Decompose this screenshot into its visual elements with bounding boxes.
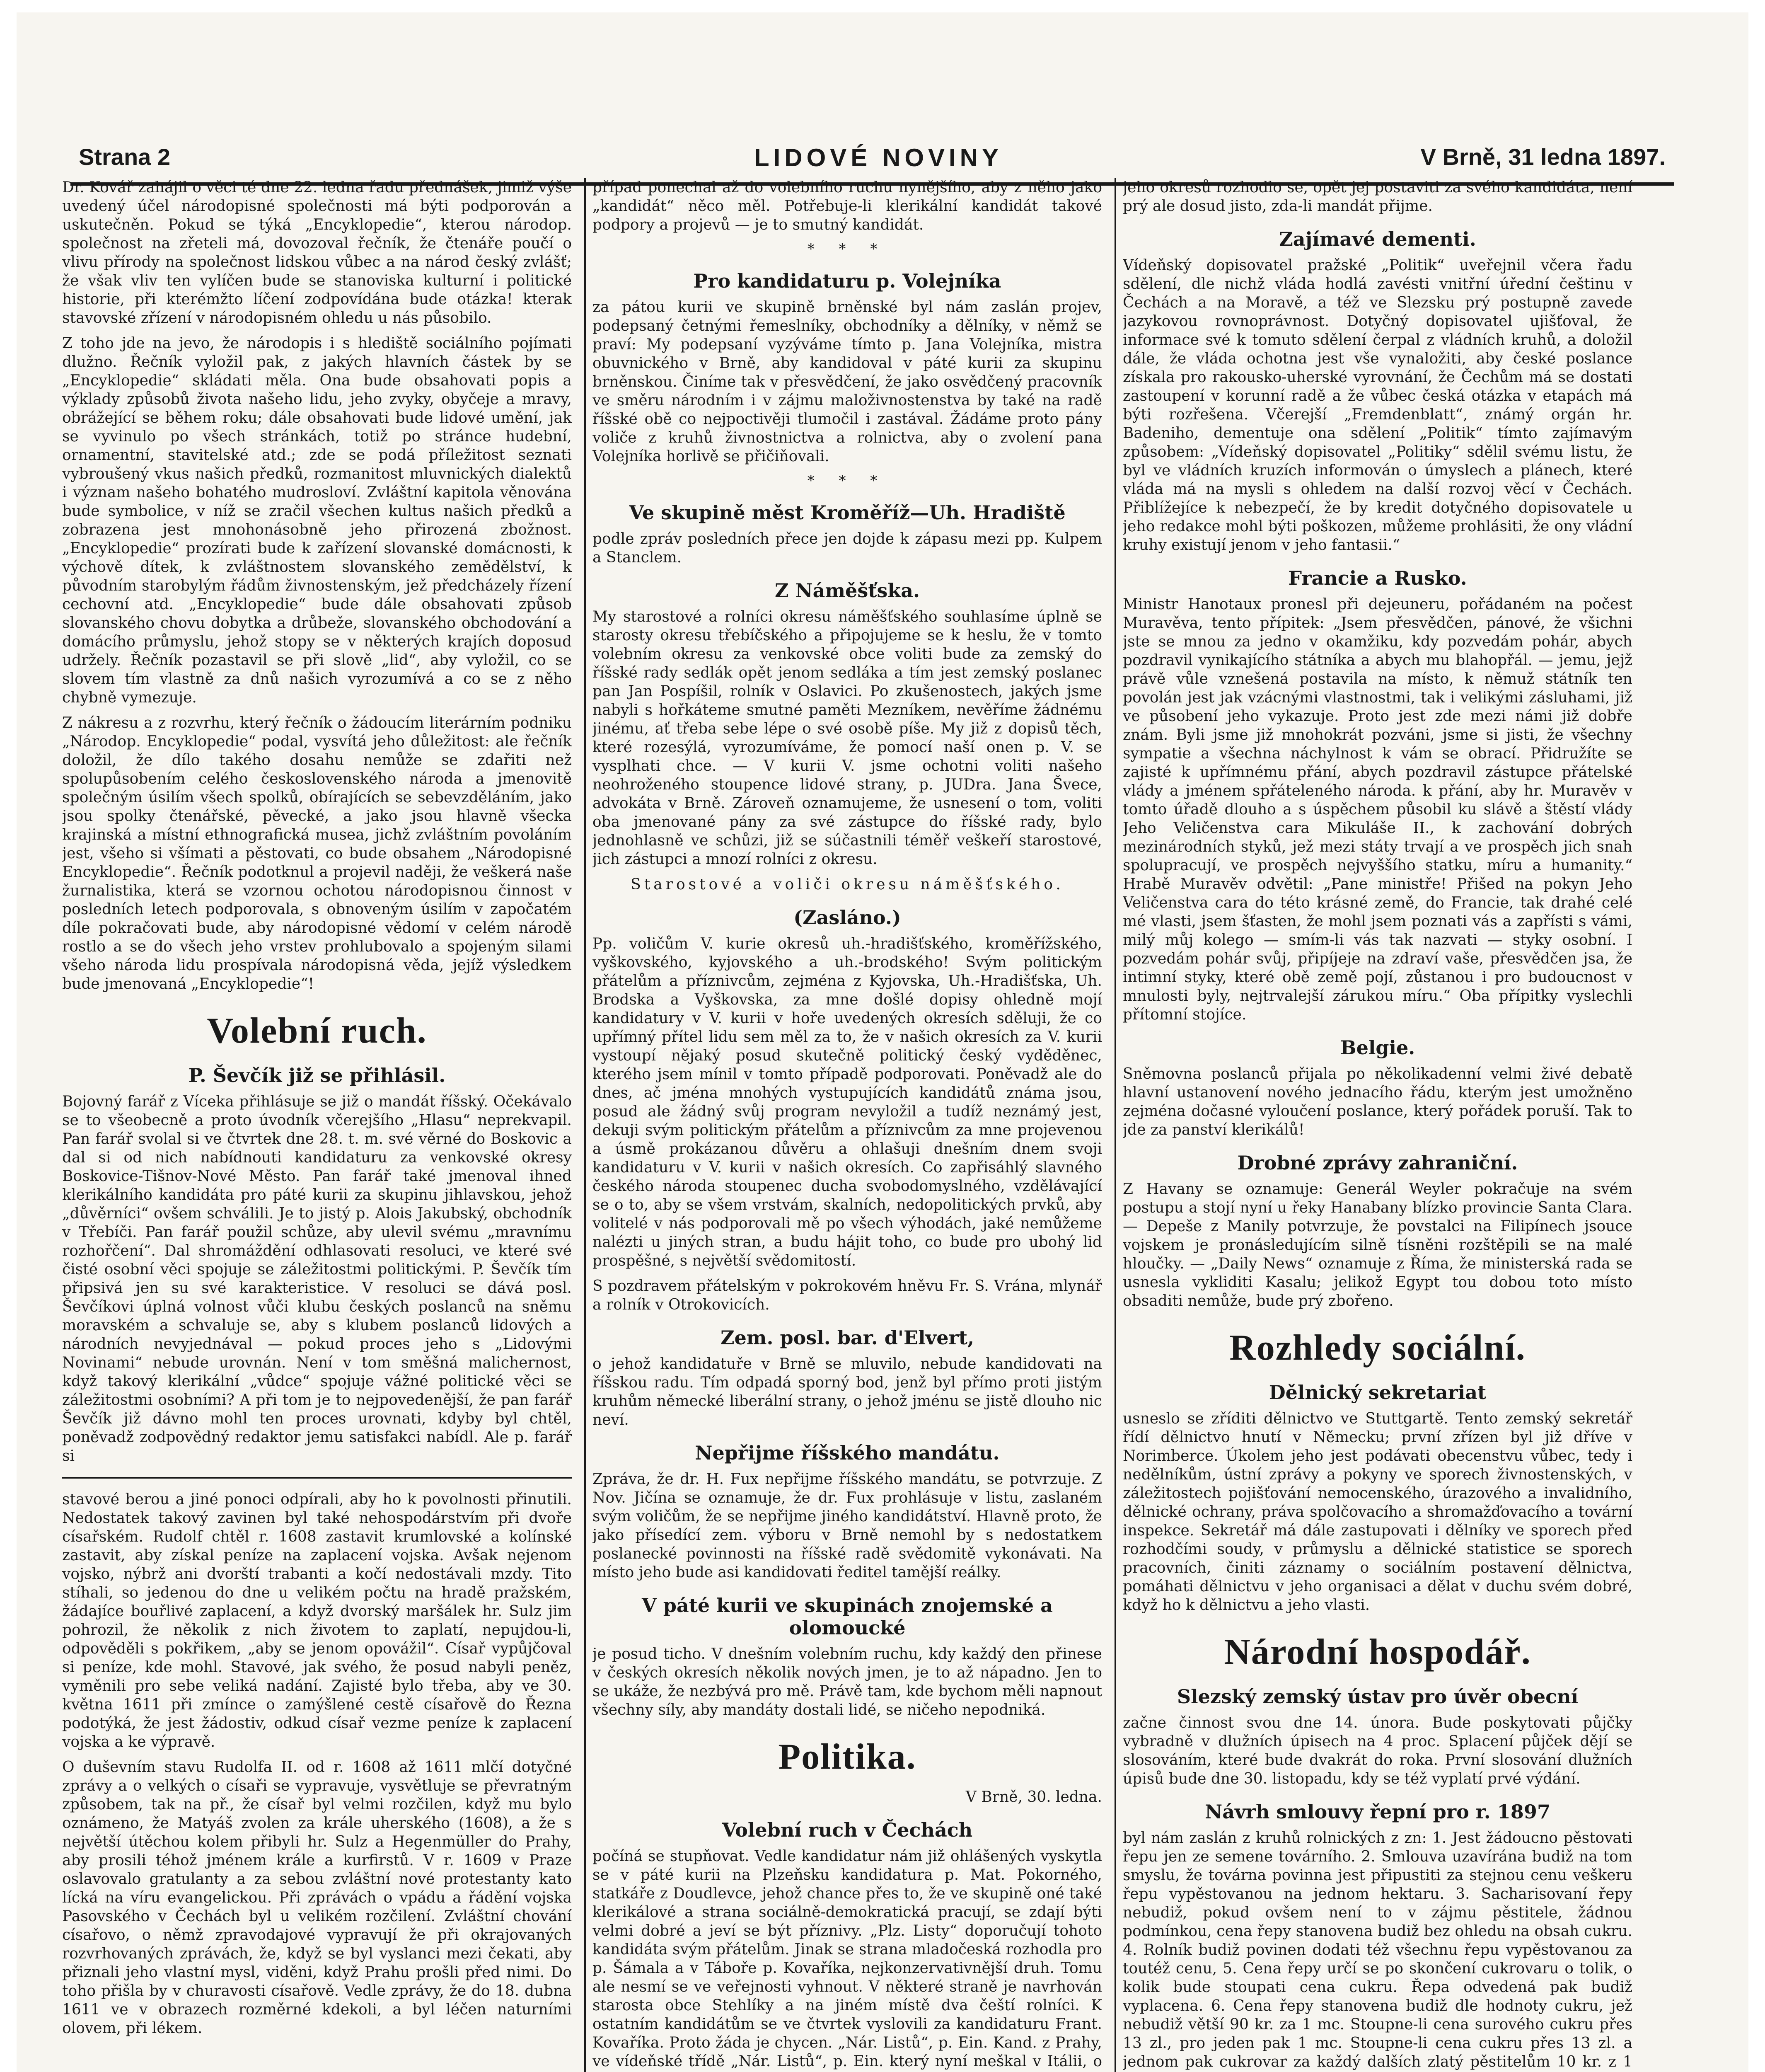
dateline: V Brně, 30. ledna. <box>965 1789 1102 1806</box>
article-paragraph: Dr. Kovář zahájil o věci té dne 22. ledna řadu přednášek, jimiž výše uvedený účel národopisné společnosti má býti podporován a uskutečněn. Pokud se týká „Encyklopedie“, kterou národop. společnost na zřeteli má, dovozoval řečník, že čtenáře poučí o vlivu přírody na společnost lidskou vůbec a na národ český zvlášť; že však vliv ten vylíčen bude se stanoviska kulturní i politické historie, při kterémžto líčení zodpovídána bude otázka! kterak stavovské zřízení v národopisném ohledu u nás působilo. <box>62 179 572 327</box>
article-heading: Ve skupině měst Kroměříž—Uh. Hradiště <box>629 501 1066 524</box>
article-heading: Návrh smlouvy řepní pro r. 1897 <box>1205 1801 1550 1823</box>
column-2 <box>592 178 1102 2072</box>
article-paragraph: Sněmovna poslanců přijala po několikadenní velmi živé debatě hlavní ustanovení nového jednacího řádu, kterým jest umožněno zejména dočasné vyloučení poslance, který pořádek poruší. Tak to jde za panství klerikálů! <box>1123 1065 1632 1138</box>
article-heading: Z Náměšťska. <box>774 579 920 602</box>
article-paragraph: počíná se stupňovat. Vedle kandidatur nám již ohlášených vyskytla se v páté kurii na Plzeňsku kandidatura p. Mat. Pokorného, statkáře z Doudlevce, jehož chance přes to, že ve skupině oné také klerikálové a strana sociálně-demokratická pracují, se zdají býti velmi dobré a jeví se být příznivy. „Plz. Listy“ doporučují tohoto kandidáta svým přátelům. Jinak se strana mladočeská rozhodla pro p. Šámala a v Táboře p. Kovaříka, nejkonzervativnější druh. Tomu ale nesmí se ve veřejnosti vyhnout. V některé straně je navrhován starosta obce Stehlíky a na jiném místě dva čeští rolníci. K ostatním kandidátům se ve čtvrtek vyslovili za kandidaturu Frant. Kovaříka. Proto žáda je chycen. „Nár. Listů“, p. Ein. Kand. z Prahy, ve vídeňské třídě „Nár. Listů“, p. Ein. který nyní meškal v Itálii, o <box>592 1848 1102 2070</box>
article-paragraph: za pátou kurii ve skupině brněnské byl nám zaslán projev, podepsaný četnými řemeslníky, obchodníky a dělníky, v němž se praví: My podepsaní vyzýváme tímto p. Jana Volejníka, mistra obuvnického v Brně, aby kandidoval v páté kurii za skupinu brněnskou. Činíme tak v přesvědčení, že jako osvědčený pracovník ve směru národním i v zájmu maloživnostenstva by také na radě říšské obě co nejpoctivěji tlumočil i zastával. Žádáme proto pány voliče z kruhů živnostnictva a rolnictva, aby o zvolení pana Volejníka horlivě se přičiňovali. <box>592 299 1102 465</box>
article-heading: Nepřijme říšského mandátu. <box>695 1442 1000 1464</box>
column-rule <box>584 178 586 2072</box>
article-paragraph: Ministr Hanotaux pronesl při dejeuneru, pořádaném na počest Muravěva, tento přípitek: „Jsem přesvědčen, pánové, že všichni jste se mnou za jedno v okamžiku, kdy pozvedám pohár, abych pozdravil vynikajícího státníka a abych mu blahopřál. — jemu, jejž právě vůle vznešená postavila na místo, k němuž státník ten povolán jest jak vzácnými vlastnostmi, tak i velikými zásluhami, již ve působení jeho vykazuje. Proto jest zde mezi námi již dobře znám. Byli jsme již mnohokrát pozváni, jsme si jisti, že všechny sympatie a všechna náchylnost k vám se obrací. Přidružíte se zajisté k upřímnému přání, abych pozdravil zástupce přátelské vlády a jménem spřáteleného národa. k přání, aby hr. Muravěv v tomto úřadě dlouho a s úspěchem působil ku slávě a štěstí vlády Jeho Veličenstva cara Mikuláše II., k zachování dobrých mezinárodních styků, jež mezi státy trvají a ve prospěch jich snah spolupracují, ve prospěch nejvyššího statku, míru a humanity.“ Hrabě Muravěv odvětil: „Pane ministře! Přišed na pokyn Jeho Veličenstva cara do této krásné země, do Francie, tak drahé celé mé vlasti, jsem šťasten, že mohl jsem poznati vás a zapřísti s vámi, milý můj kolego — smím-li vás tak nazvati — styky osobní. I pozvedám pohár svůj, připíjeje na zdraví vaše, přesvědčen jsa, že intimní styky, které obě země pojí, zůstanou i pro budoucnost v mnulosti byly, nejtrvalejší zárukou míru.“ Oba přípitky vyslechli přítomní stojíce. <box>1123 596 1632 1023</box>
article-heading: Zem. posl. bar. d'Elvert, <box>720 1326 974 1349</box>
article-heading: Zajímavé dementi. <box>1279 228 1476 250</box>
article-paragraph: O duševním stavu Rudolfa II. od r. 1608 až 1611 mlčí dotyčné zprávy a o velkých o císaři se vypravuje, vysvětluje se převratným způsobem, tak na př., že císař byl velmi rozčilen, když mu bylo oznámeno, že Matyáš zvolen za krále uherského (1608), a že s největší útěchou kolem přibyli hr. Sulz a Hegenmüller do Prahy, aby prosili téhož jménem krále a kurfirstů. V r. 1609 v Praze oslavovalo gratulanty a za sebou zvláštní nové protestanty kato lícká na víru evangelickou. Při zprávách o vpádu a řádění vojska Pasovského v Čechách byl u velikém rozčilení. Zvláštní chování císařovo, o němž zpravodajové vypravují že při okrajovaných rozvrhovaných zprávách, že, když se byl vyslanci mezi čekati, aby přiznali jeho vlastní mysl, viděni, když Prahu prošli před nimi. Do toho přišla by v churavosti císařově. Vedle zprávy, že do 18. dubna 1611 ve v obrazech rozměrné kdekoli, a byl léčen naturními olovem, při lékem. <box>62 1759 572 2037</box>
page-number: Strana 2 <box>79 144 170 170</box>
article-heading: V páté kurii ve skupinách znojemské a olomoucké <box>642 1594 1053 1639</box>
article-paragraph: Bojovný farář z Víceka přihlásuje se již o mandát říšský. Očekávalo se to všeobecně a proto úvodník včerejšího „Hlasu“ neprekvapil. Pan farář svolal si ve čtvrtek dne 28. t. m. své věrné do Boskovic a dal si od nich nabídnouti kandidaturu za venkovské okresy Boskovice-Tišnov-Nové Město. Pan farář také jmenoval ihned klerikálního kandidáta pro páté kurii za skupinu jihlavskou, jehož „důvěrníci“ ovšem schválili. Je to jistý p. Alois Jakubský, obchodník v Třebíči. Pan farář použil schůze, aby ulevil svému „mravnímu rozhořčení“. Dal shromáždění odhlasovati resoluci, ve které své čisté osobní věci spojuje se záležitostmi politickými. P. Ševčík tím připsivá jen su své karakteristice. V resoluci se dává posl. Ševčíkovi úplná volnost vůči klubu českých poslanců na sněmu moravském a schvaluje se, aby s klubem poslanců lidových a národních nevyjednával — pokud proces jeho s „Lidovými Novinami“ nebude urovnán. Není v tom směšná malichernost, když takový klerikální „vůdce“ spojuje vážné politické věci se záležitostmi osobními? A při tom je to nejpovedenější, že pan farář Ševčík již dávno mohl ten proces urovnati, kdyby byl chtěl, poněvadž zodpovědný redaktor jemu satisfakci nabídl. Ale p. farář si <box>62 1093 572 1464</box>
article-heading: (Zasláno.) <box>793 906 901 929</box>
masthead: LIDOVÉ NOVINY <box>754 144 1003 172</box>
article-paragraph: byl nám zaslán z kruhů rolnických z zn: 1. Jest žádoucno pěstovati řepu jen ze semene továrního. 2. Smlouva uzavírána budiž na tom smyslu, že továrna povinna jest připustiti za stejnou cenu veškeru řepu vypěstovanou na jednom hektaru. 3. Sacharisovaní řepy nebudiž, pokud ovšem není to v zájmu pěstitele, žádnou podmínkou, cena řepy stanovena budiž bez ohledu na obsah cukru. 4. Rolník budiž povinen dodati též všechnu řepu vypěstovanou za toutéž cenu, 5. Cena řepy určí se po skončení cukrovaru o tolik, o kolik bude stoupati cena cukru. Řepa odvedená pak budiž vyplacena. 6. Cena řepy stanovena budiž dle hodnoty cukru, jež nebudiž větší 90 kr. za 1 mc. Stoupne-li cena surového cukru přes 13 zl., pro jeden pak 1 mc. Stoupne-li cena cukru přes 13 zl. a jednom pak cukrovar za každý dalších zlatý pěstitelům 10 kr. z 1 <box>1123 1830 1632 2070</box>
article-paragraph: jeho okresů rozhodlo se, opět jej postaviti za svého kandidáta, není prý ale dosud jisto, zda-li mandát přijme. <box>1123 179 1632 215</box>
section-title: Volební ruch. <box>207 1011 427 1051</box>
article-paragraph: případ ponechal až do volebního ruchu nynějšího, aby z něho jako „kandidát“ něco měl. Potřebuje-li klerikální kandidát takové podpory a projevů — je to smutný kandidát. <box>592 179 1102 233</box>
article-heading: Drobné zprávy zahraniční. <box>1237 1152 1518 1174</box>
column-rule <box>1115 178 1116 2072</box>
article-heading: Pro kandidaturu p. Volejníka <box>693 270 1001 292</box>
separator-stars: * * * <box>807 472 887 489</box>
divider <box>62 1477 572 1479</box>
article-paragraph: Z nákresu a z rozvrhu, který řečník o žádoucím literárním podniku „Národop. Encyklopedie“ podal, vysvítá jeho důležitost: ale řečník doložil, že dílo takého dosahu nemůže se zdařiti než spolupůsobením celého československého národa a jmenovitě společným úsilím všech spolků, obírajících se sebevzděláním, jako jsou spolky čtenářské, pěvecké, a jako jsou hlavně všecka krajinská a místní ethnografická musea, jichž zvláštním povoláním jest, všeho si všímati a pěstovati, co bude obsahem „Národopisné Encyklopedie“. Řečník podotknul a projevil naději, že veškerá naše žurnalistika, která se vzornou ochotou národopisnou činnost v posledních letech podporovala, s obnoveným úsilím v započatém díle pokračovati bude, aby národopisné vědomí v celém národě rostlo a se do všech jeho vrstev prohlubovalo a spojeným silami všeho národa lidu prospívala národopisná věda, jejíž výsledkem bude jmenovaná „Encyklopedie“! <box>62 714 572 992</box>
article-paragraph: začne činnost svou dne 14. února. Bude poskytovati půjčky vybradně v dlužních úpisech na 4 proc. Splacení půjček dějí se slosováním, které bude dvakrát do roka. První slosování dlužních úpisů bude dne 30. listopadu, kdy se též vyplatí prvé výdání. <box>1123 1714 1632 1787</box>
article-heading: P. Ševčík již se přihlásil. <box>188 1064 446 1087</box>
signature: S pozdravem přátelským v pokrokovém hněvu Fr. S. Vrána, mlynář a rolník v Otrokovicích. <box>592 1278 1102 1313</box>
article-paragraph: je posud ticho. V dnešním volebním ruchu, kdy každý den přinese v českých okresích několik nových jmen, je to až nápadno. Jen to se ukáže, že nezbývá pro mě. Právě tam, kde bychom měli napnout všechny síly, aby mandáty dostali lidé, se ničeho nepodniká. <box>592 1646 1102 1719</box>
article-heading: Francie a Rusko. <box>1288 567 1467 589</box>
column-3 <box>1123 178 1632 2072</box>
article-paragraph: usneslo se zříditi dělnictvo ve Stuttgartě. Tento zemský sekretář řídí dělnictvo hnutí v Německu; první zřízen byl již dříve v Norimberce. Úkolem jeho jest podávati obecenstvu vůbec, tedy i nedělníkům, ústní zprávy a pokyny ve sporech živnostenských, v záležitostech pojišťování nemocenského, úrazového a invalidního, dělnické ochrany, práva spolčovacího a shromažďovacího a tovární inspekce. Sekretář má dále zastupovati i dělníky ve sporech před rozhodčími soudy, v průmyslu a dělnické statistice se sporech pracovních, činiti záznamy o sociálním postavení dělnictva, pomáhati dělnictvu v jeho organisaci a dělat v duchu svém dobré, když ho k dělnictvu a jeho vlasti. <box>1123 1410 1632 1614</box>
separator-stars: * * * <box>807 241 887 257</box>
section-title: Národní hospodář. <box>1224 1632 1531 1672</box>
section-title: Rozhledy sociální. <box>1229 1328 1526 1368</box>
article-heading: Volební ruch v Čechách <box>722 1819 973 1841</box>
article-paragraph: stavové berou a jiné ponoci odpírali, aby ho k povolnosti přinutili. Nedostatek takový zavinen byl také nehospodárstvím při dvoře císařském. Rudolf chtěl r. 1608 zastavit krumlovské a kolínské zastavit, aby získal peníze na zaplacení vojska. Avšak nejenom vojsko, nýbrž ani dvorští trabanti a kočí nedostávali mzdy. Tito stíhali, so jedenou do dne u velikém počtu na hradě pražském, žádajíce bouřlivé zaplacení, a když dvorský maršálek hr. Sulz jim pohrozil, že několik z nich životem to zaplatí, nepujdou-li, odpověděli s pokřikem, „aby se jenom opovážil“. Císař vypůjčoval si peníze, kde mohl. Stavové, jak svého, že posud nabyli peněz, vyměnili pro sebe veliká nadání. Zajisté bylo třeba, aby ve 30. května 1611 při zmínce o zamýšlené cestě císařově do Řezna podotýká, že jest žádostiv, odkud císař vezme peníze k zaplacení vojska a ke výpravě. <box>62 1491 572 1750</box>
issue-date: V Brně, 31 ledna 1897. <box>1420 144 1666 170</box>
article-paragraph: o jehož kandidatuře v Brně se mluvilo, nebude kandidovati na říšskou radu. Tím odpadá sporný bod, jenž byl přímo proti jistým kruhům německé liberální strany, o jehož jménu se jistě dlouho nic neví. <box>592 1356 1102 1428</box>
article-heading: Belgie. <box>1340 1036 1415 1059</box>
article-paragraph: podle zpráv posledních přece jen dojde k zápasu mezi pp. Kulpem a Stanclem. <box>592 530 1102 566</box>
article-heading: Dělnický sekretariat <box>1269 1381 1487 1404</box>
article-paragraph: Pp. voličům V. kurie okresů uh.-hradišťského, kroměřížského, vyškovského, kyjovského a uh.-brodského! Svým politickým přátelům a příznivcům, zejména z Kyjovska, Uh.-Hradišťska, Uh. Brodska a Vyškovska, za mne došlé dopisy ohledně mojí kandidatury v V. kurii v hoře uvedených okresích sděluji, že co upřímný přítel lidu sem měl za to, že v našich okresích za V. kurii vystoupí nějaký posud skutečně politický český vyděděnec, kterého jsem mínil v tomto případě podporovati. Poněvadž ale do dnes, ač jména mnohých vystupujících kandidátů známa jsou, posud ale žádný svůj program nevyložil a tudíž neznámý jest, dekuji svým politickým přátelům a příznivcům za mne projevenou a úsmě prokázanou důvěru a ohlašuji dnešním dnem svoji kandidaturu v V. kurii v našich okresích. Co zapřisáhlý slavného českého národa stoupenec ducha svobodomyslného, vzdělávající se o to, aby se všem vrstvám, skalních, nedopolitických prvků, aby volitelé v nás podporovali mě po všech výhodách, jaké nemůžeme nalézti u jiných stran, a budu hájit toho, co bude pro ubohý lid prospěšné, s největší svědomitostí. <box>592 935 1102 1269</box>
signature: Starostové a voliči okresu náměšťského. <box>631 876 1064 893</box>
article-paragraph: Z toho jde na jevo, že národopis i s hlediště sociálního pojímati dlužno. Řečník vyložil pak, z jakých hlavních částek by se „Encyklopedie“ skládati měla. Ona bude obsahovati popis a výklady způsobů života našeho lidu, jeho zvyky, obyčeje a mravy, obrážející se během roku; dále obsahovati bude lidové umění, jak se vyvinulo po všech stránkách, totiž po stránce hudební, ornamentní, stavitelské atd.; zde se podá příležitost seznati vybroušený vkus našich předků, rozmanitost mluvnických dialektů i význam našeho bohatého mudrosloví. Zvláštní kapitola věnována bude symbolice, v níž se zračil všechen kultus našich předků a zobrazena jest mnohonásobně jeho přirozená zbožnost. „Encyklopedie“ prozírati bude k zařízení slovanské domácnosti, k výchově dítek, k zvláštnostem slovanského zemědělství, k původním starobylým řádům živnostenským, jež předcházely řízení cechovní atd. „Encyklopedie“ bude dále obsahovati způsob slovanského chovu dobytka a drůbeže, slovanského obchodování a domácího průmyslu, jehož stopy se v některých krajích doposud udržely. Řečník pozastavil se při slově „lid“, aby vyložil, co se slovem tím vlastně za dnů našich vyrozumívá a co se z něho chybně vymezuje. <box>62 335 572 706</box>
article-paragraph: Vídeňský dopisovatel pražské „Politik“ uveřejnil včera řadu sdělení, dle nichž vláda hodlá zavésti vnitřní úřední češtinu v Čechách a na Moravě, a též ve Slezsku prý postupně zavede jazykovou rovnoprávnost. Dotyčný dopisovatel ujišťoval, že informace své k tomuto sdělení čerpal z vládních kruhů, a doložil dále, že vláda ochotna jest vše vynaložiti, aby české poslance získala pro rakousko-uherské vyrovnání, že Čechům má se dostati zastoupení v korunní radě a že vůbec česká otázka v etapách má býti rozřešena. Včerejší „Fremdenblatt“, známý orgán hr. Badeniho, dementuje ona sdělení „Politik“ tímto zajímavým způsobem: „Vídeňský dopisovatel „Politiky“ sdělil svému listu, že byl ve vládních kruzích informován o úmyslech a plánech, které vláda má na mysli s ohledem na další rozvoj věcí v Čechách. Přiblížejíce k nebezpečí, že by kredit dotyčného dopisovatele u jeho redakce mohl býti poškozen, můžeme prohlásiti, že ony vládní kruhy existují jenom v jeho fantasii.“ <box>1123 257 1632 554</box>
article-paragraph: Z Havany se oznamuje: Generál Weyler pokračuje na svém postupu a stojí nyní u řeky Hanabany blízko provincie Santa Clara. — Depeše z Manily potvrzuje, že povstalci na Filipínech jsouce vojskem je pronásledujícím silně tísněni rozštěpili se na malé hloučky. — „Daily News“ oznamuje z Říma, že ministerská rada se usnesla vykliditi Kasalu; jelikož Egypt tou dobou toto místo obsaditi nemůže, bude prý zbořeno. <box>1123 1181 1632 1310</box>
article-heading: Slezský zemský ústav pro úvěr obecní <box>1177 1685 1579 1708</box>
article-paragraph: My starostové a rolníci okresu náměšťského souhlasíme úplně se starosty okresu třebíčského a připojujeme se k heslu, že v tomto volebním okresu za venkovské obce voliti bude za zemský do říšské rady sedlák opět jenom sedláka a tím jest zemský poslanec pan Jan Pospíšil, rolník v Oslavici. Po zkušenostech, jakých jsme nabyli s hořkáteme smutné paměti Mezníkem, nevěříme žádnému jinému, ať třeba sebe lépe o své osobě píše. My již z dopisů těch, které rozesýlá, vyrozumíváme, že pomocí naší onen p. V. se vysplhati chce. — V kurii V. jsme ochotni voliti našeho neohroženého stoupence lidové strany, p. JUDra. Jana Švece, advokáta v Brně. Zároveň oznamujeme, že usnesení o tom, voliti oba jmenované pány za své zástupce do říšské rady, bylo jednohlasně ve schůzi, již se súčastnili téměř veškeří starostové, jich zástupci a mnozí rolníci z okresu. <box>592 608 1102 868</box>
article-paragraph: Zpráva, že dr. H. Fux nepřijme říšského mandátu, se potvrzuje. Z Nov. Jičína se oznamuje, že dr. Fux prohlásuje v listu, zaslaném svým voličům, že se nepřijme jiného kandidátství. Hlavně proto, že jako přísedící zem. výboru v Brně nemohl by s nedostatkem poslanecké povinnosti na říšské radě svědomitě vykonávati. Na místo jeho bude asi kandidovati ředitel tamější reálky. <box>592 1471 1102 1581</box>
section-title: Politika. <box>778 1737 916 1777</box>
column-1 <box>62 178 572 2072</box>
